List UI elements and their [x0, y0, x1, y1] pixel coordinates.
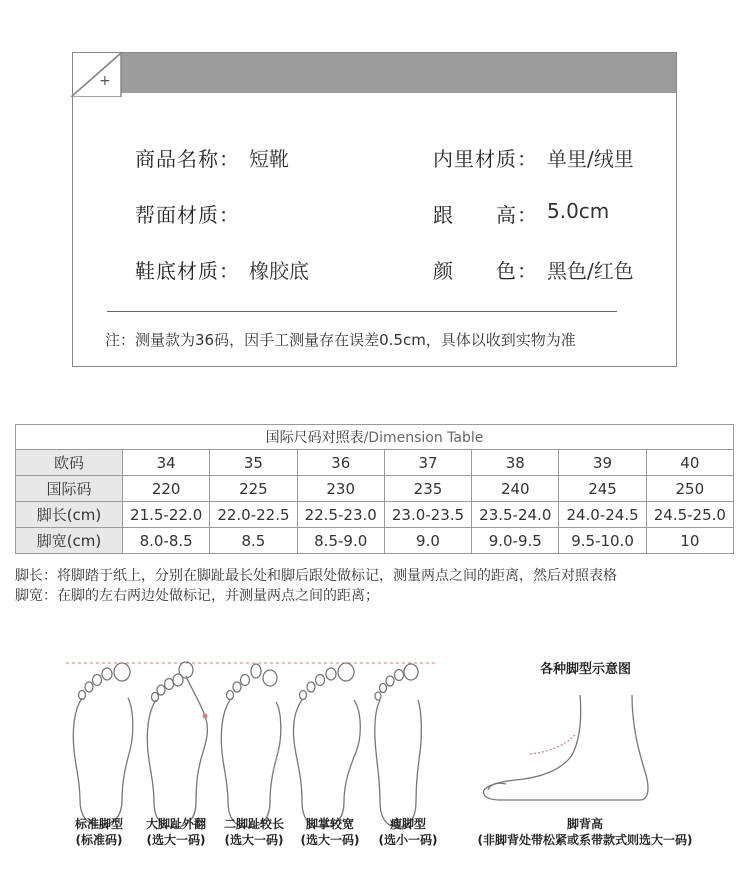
- heel-height-label: 跟 高：: [433, 203, 538, 227]
- foot-type-name: 标准脚型: [74, 817, 123, 831]
- product-info-card: [72, 52, 677, 367]
- table-cell: 250: [646, 476, 733, 502]
- high-instep-side-view-icon: [484, 695, 648, 800]
- foot-types-illustration: [0, 650, 750, 878]
- foot-length-instruction: 脚长：将脚踏于纸上，分别在脚趾最长处和脚后跟处做标记，测量两点之间的距离，然后对照表格: [15, 568, 617, 584]
- row-header-eu: 欧码: [16, 450, 123, 476]
- heel-height-value: 5.0cm: [547, 199, 610, 223]
- upper-material-label: 帮面材质：: [135, 203, 240, 227]
- foot-type-advice: (标准码): [75, 833, 123, 847]
- table-cell: 38: [472, 450, 559, 476]
- wide-foot-icon: [294, 663, 361, 827]
- foot-type-advice: (选大一码): [300, 833, 360, 847]
- row-header-intl: 国际码: [16, 476, 123, 502]
- wide-foot-caption: [290, 816, 370, 848]
- long-second-toe-foot-icon: [221, 664, 281, 827]
- long-second-toe-caption: [214, 816, 294, 848]
- sole-material-label: 鞋底材质：: [135, 259, 240, 283]
- bunion-foot-icon: [147, 662, 207, 827]
- table-cell: 22.5-23.0: [297, 502, 384, 528]
- standard-foot-caption: [59, 816, 139, 848]
- slim-foot-icon: [375, 664, 422, 827]
- foot-type-advice: (选大一码): [146, 833, 206, 847]
- table-cell: 24.5-25.0: [646, 502, 733, 528]
- card-divider: [107, 311, 617, 312]
- sole-material-value: 橡胶底: [249, 259, 309, 283]
- table-cell: 34: [123, 450, 210, 476]
- product-name-value: 短靴: [249, 147, 289, 171]
- table-cell: 8.5: [210, 528, 297, 554]
- foot-type-advice: (选大一码): [224, 833, 284, 847]
- table-cell: 8.5-9.0: [297, 528, 384, 554]
- table-cell: 245: [559, 476, 646, 502]
- table-cell: 37: [384, 450, 471, 476]
- foot-type-name: 瘦脚型: [389, 817, 426, 831]
- table-row: [16, 528, 734, 554]
- foot-type-advice: (非脚背处带松紧或系带款式则选大一码): [477, 833, 693, 847]
- size-table-title-row: [16, 425, 734, 450]
- measurement-instructions: [15, 566, 617, 606]
- table-cell: 24.0-24.5: [559, 502, 646, 528]
- lining-label: 内里材质：: [433, 147, 538, 171]
- size-table-title: [16, 425, 734, 450]
- table-cell: 40: [646, 450, 733, 476]
- table-cell: 9.0: [384, 528, 471, 554]
- table-cell: 9.0-9.5: [472, 528, 559, 554]
- table-cell: 23.5-24.0: [472, 502, 559, 528]
- table-row: [16, 476, 734, 502]
- table-cell: 240: [472, 476, 559, 502]
- table-cell: 220: [123, 476, 210, 502]
- foot-type-name: 脚背高: [566, 817, 603, 831]
- slim-foot-caption: [368, 816, 448, 848]
- table-row: [16, 450, 734, 476]
- standard-foot-icon: [73, 663, 133, 825]
- table-cell: 35: [210, 450, 297, 476]
- row-header-foot-length: 脚长(cm): [16, 502, 123, 528]
- measurement-note: 注：测量款为36码，因手工测量存在误差0.5cm，具体以收到实物为准: [105, 331, 576, 349]
- high-instep-caption: [455, 816, 715, 848]
- size-table: [15, 424, 734, 554]
- row-header-foot-width: 脚宽(cm): [16, 528, 123, 554]
- table-cell: 235: [384, 476, 471, 502]
- table-cell: 225: [210, 476, 297, 502]
- table-cell: 8.0-8.5: [123, 528, 210, 554]
- foot-type-advice: (选小一码): [378, 833, 438, 847]
- size-table-title-en: /Dimension Table: [363, 430, 484, 446]
- card-header-bar: [121, 53, 676, 93]
- folded-corner-icon: [71, 51, 123, 97]
- table-cell: 9.5-10.0: [559, 528, 646, 554]
- table-cell: 22.0-22.5: [210, 502, 297, 528]
- foot-width-instruction: 脚宽：在脚的左右两边处做标记，并测量两点之间的距离；: [15, 588, 379, 604]
- table-cell: 230: [297, 476, 384, 502]
- foot-type-name: 二脚趾较长: [223, 817, 284, 831]
- table-row: [16, 502, 734, 528]
- product-name-label: 商品名称：: [135, 147, 240, 171]
- lining-value: 单里/绒里: [547, 147, 634, 171]
- table-cell: 10: [646, 528, 733, 554]
- table-cell: 39: [559, 450, 646, 476]
- foot-types-diagram-title: 各种脚型示意图: [540, 662, 632, 677]
- bunion-foot-caption: [136, 816, 216, 848]
- foot-type-name: 大脚趾外翻: [145, 817, 206, 831]
- color-value: 黑色/红色: [547, 259, 634, 283]
- foot-type-name: 脚掌较宽: [305, 817, 354, 831]
- fold-plus-symbol: +: [99, 73, 111, 89]
- color-label: 颜 色：: [433, 259, 538, 283]
- table-cell: 23.0-23.5: [384, 502, 471, 528]
- size-table-title-cn: 国际尺码对照表: [265, 430, 364, 446]
- table-cell: 21.5-22.0: [123, 502, 210, 528]
- table-cell: 36: [297, 450, 384, 476]
